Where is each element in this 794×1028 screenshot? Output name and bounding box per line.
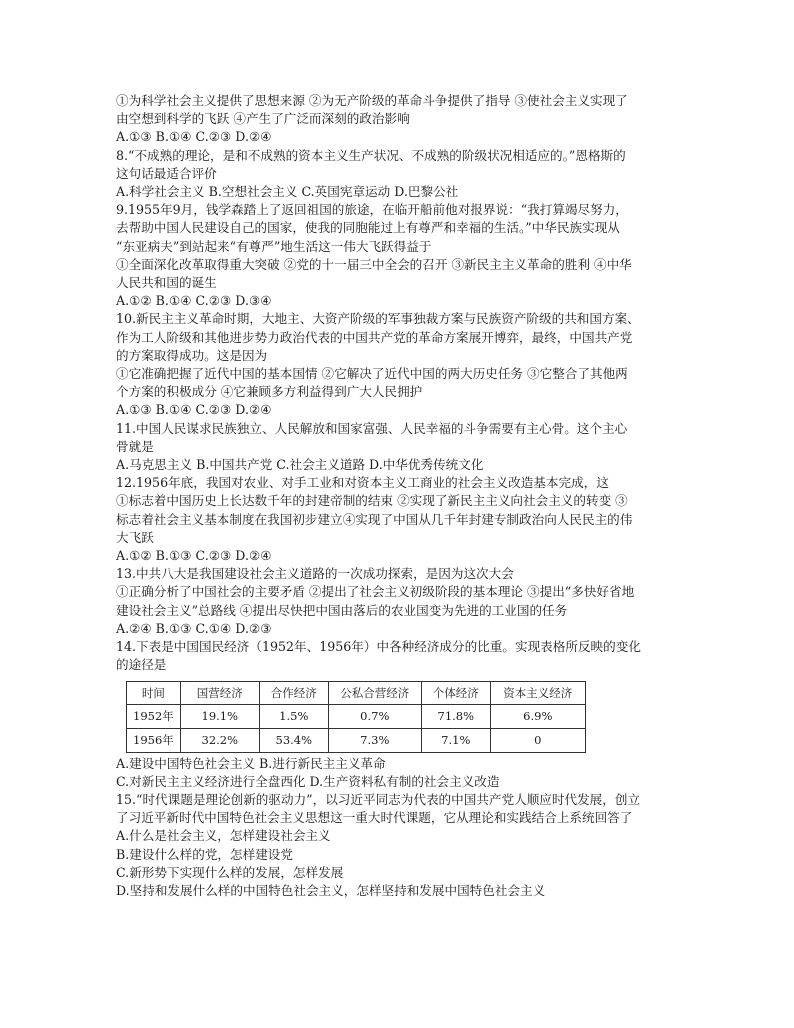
text-line: 12.1956年底，我国对农业、对手工业和对资本主义工商业的社会主义改造基本完成，这 — [116, 475, 609, 491]
text-line: 建设社会主义”总路线 ④提出尽快把中国由落后的农业国变为先进的工业国的任务 — [116, 602, 568, 618]
header-coop: 合作经济 — [259, 681, 328, 704]
text-line: ①标志着中国历史上长达数千年的封建帝制的结束 ②实现了新民主主义向社会主义的转变 ③ — [116, 493, 628, 509]
text-line: 作为工人阶级和其他进步势力政治代表的中国共产党的革命方案展开博弈，最终，中国共产党 — [116, 329, 633, 345]
text-line: 14.下表是中国国民经济（1952年、1956年）中各种经济成分的比重。实现表格所反映的变化 — [116, 639, 641, 655]
text-line: 人民共和国的诞生 — [116, 275, 217, 291]
text-line: A.①② B.①④ C.②③ D.③④ — [116, 293, 272, 309]
text-line: 了习近平新时代中国特色社会主义思想这一重大时代课题，它从理论和实践结合上系统回答了 — [116, 810, 633, 826]
text-line: A.建设中国特色社会主义 B.进行新民主主义革命 — [116, 755, 386, 771]
text-line: B.建设什么样的党，怎样建设党 — [116, 846, 293, 862]
text-line: 9.1955年9月，钱学森踏上了返回祖国的旅途，在临开船前他对报界说：“我打算竭尽努力， — [116, 202, 628, 218]
text-line: ①全面深化改革取得重大突破 ②党的十一届三中全会的召开 ③新民主主义革命的胜利 ④中华 — [116, 256, 632, 272]
text-line: A.②④ B.①③ C.①④ D.②③ — [116, 620, 272, 636]
text-line: 去帮助中国人民建设自己的国家，使我的同胞能过上有尊严和幸福的生活。”中华民族实现从 — [116, 220, 620, 236]
text-line: ①正确分析了中国社会的主要矛盾 ②提出了社会主义初级阶段的基本理论 ③提出“多快好省地 — [116, 584, 635, 600]
text-line: 8.“不成熟的理论，是和不成熟的资本主义生产状况、不成熟的阶级状况相适应的。”恩格斯的 — [116, 147, 626, 163]
table-header-row — [127, 681, 586, 704]
table-cell: 7.1% — [421, 728, 490, 752]
table-cell: 71.8% — [421, 704, 490, 728]
table-cell: 0 — [490, 728, 585, 752]
text-line: 13.中共八大是我国建设社会主义道路的一次成功探索，是因为这次大会 — [116, 566, 514, 582]
text-line: 11.中国人民谋求民族独立、人民解放和国家富强、人民幸福的斗争需要有主心骨。这个主心 — [116, 420, 628, 436]
text-line: 由空想到科学的飞跃 ④产生了广泛而深刻的政治影响 — [116, 111, 410, 127]
text-line: 骨就是 — [116, 438, 154, 454]
text-line: 的方案取得成功。这是因为 — [116, 347, 268, 363]
header-capitalist: 资本主义经济 — [490, 681, 585, 704]
text-line: 这句话最适合评价 — [116, 165, 217, 181]
text-line: A.①③ B.①④ C.②③ D.②④ — [116, 402, 272, 418]
text-line: A.马克思主义 B.中国共产党 C.社会主义道路 D.中华优秀传统文化 — [116, 457, 484, 473]
text-line: A.什么是社会主义，怎样建设社会主义 — [116, 828, 331, 844]
text-line: 的途径是 — [116, 657, 167, 673]
text-line: 10.新民主主义革命时期，大地主、大资产阶级的军事独裁方案与民族资产阶级的共和国方案、 — [116, 311, 640, 327]
text-line: ①它准确把握了近代中国的基本国情 ②它解决了近代中国的两大历史任务 ③它整合了其他两 — [116, 366, 628, 382]
exam-page — [116, 92, 688, 900]
table-cell: 1.5% — [259, 704, 328, 728]
economy-table — [126, 681, 586, 753]
text-line: 标志着社会主义基本制度在我国初步建立④实现了中国从几千年封建专制政治向人民民主的伟 — [116, 511, 633, 527]
table-cell: 19.1% — [180, 704, 259, 728]
text-line: C.对新民主主义经济进行全盘西化 D.生产资料私有制的社会主义改造 — [116, 773, 500, 789]
text-line: 个方案的积极成分 ④它兼顾多方利益得到广大人民拥护 — [116, 384, 423, 400]
header-time: 时间 — [127, 681, 181, 704]
table-cell: 32.2% — [180, 728, 259, 752]
text-line: C.新形势下实现什么样的发展，怎样发展 — [116, 864, 344, 880]
table-row — [127, 704, 586, 728]
table-cell: 6.9% — [490, 704, 585, 728]
text-line: A.①③ B.①④ C.②③ D.②④ — [116, 129, 272, 145]
table-cell: 7.3% — [328, 728, 421, 752]
questions-block-top — [116, 92, 688, 675]
header-joint: 公私合营经济 — [328, 681, 421, 704]
table-cell: 1952年 — [127, 704, 181, 728]
table-cell: 0.7% — [328, 704, 421, 728]
text-line: 大飞跃 — [116, 529, 154, 545]
table-cell: 1956年 — [127, 728, 181, 752]
questions-block-bottom — [116, 755, 688, 901]
text-line: ①为科学社会主义提供了思想来源 ②为无产阶级的革命斗争提供了指导 ③使社会主义实现了 — [116, 93, 628, 108]
table-row — [127, 728, 586, 752]
text-line: “东亚病夫”到站起来“有尊严”地生活这一伟大飞跃得益于 — [116, 238, 432, 254]
text-line: A.科学社会主义 B.空想社会主义 C.英国宪章运动 D.巴黎公社 — [116, 184, 459, 200]
header-individual: 个体经济 — [421, 681, 490, 704]
table-cell: 53.4% — [259, 728, 328, 752]
text-line: 15.“时代课题是理论创新的驱动力”，以习近平同志为代表的中国共产党人顺应时代发展，创立 — [116, 791, 641, 807]
text-line: A.①② B.①③ C.②③ D.②④ — [116, 548, 272, 564]
header-state: 国营经济 — [180, 681, 259, 704]
text-line: D.坚持和发展什么样的中国特色社会主义，怎样坚持和发展中国特色社会主义 — [116, 882, 546, 898]
